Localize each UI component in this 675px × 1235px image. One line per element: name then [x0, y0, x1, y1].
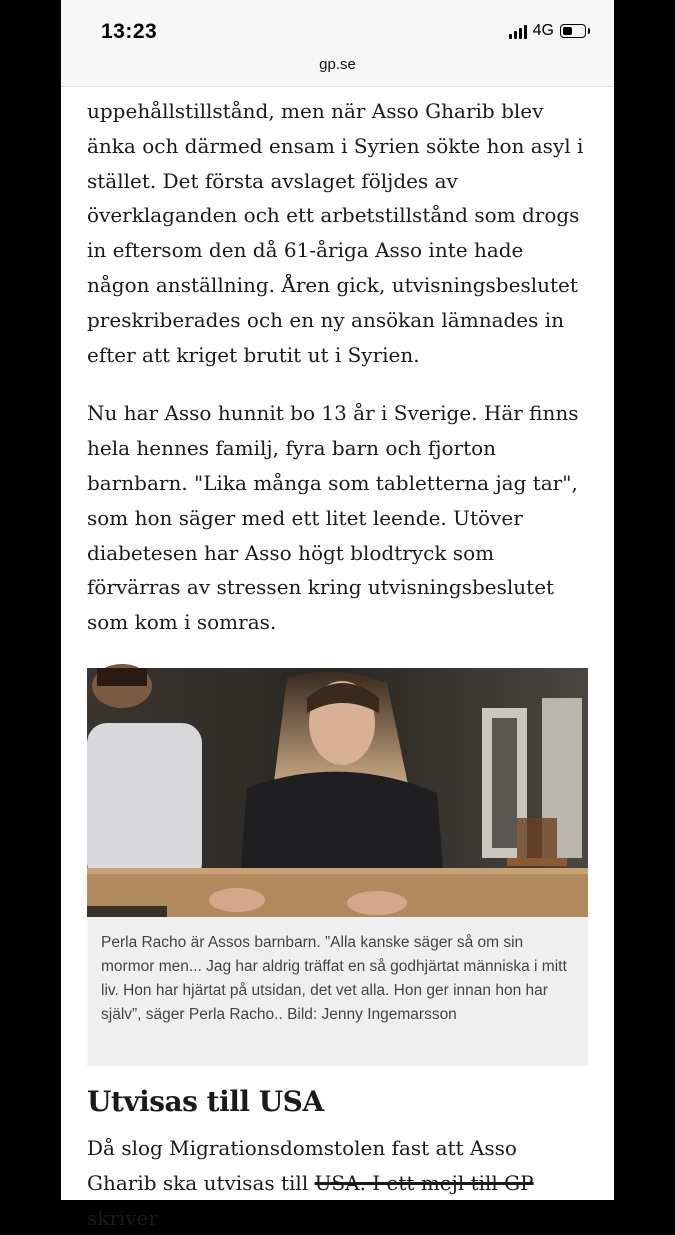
- phone-screen: [61, 0, 614, 1230]
- paragraph-text: skriver: [87, 1205, 159, 1230]
- article-paragraph: uppehållstillstånd, men när Asso Gharib blev änka och därmed ensam i Syrien sökte hon asyl i stället. Det första avslaget följdes av överklaganden och ett arbetstillstånd som drogs in eftersom den då 61-åriga Asso inte hade någon anställning. Åren gick, utvisningsbeslutet preskriberades och en ny ansökan lämnades in efter att kriget brutit ut i Syrien.: [87, 99, 584, 367]
- battery-level-fill: [563, 27, 572, 35]
- address-bar-url[interactable]: gp.se: [319, 56, 356, 73]
- cellular-signal-icon: [509, 23, 527, 39]
- redacted-text: USA. I ett mejl till GP: [314, 1170, 534, 1195]
- status-time: 13:23: [101, 20, 158, 43]
- article-paragraph: [87, 1131, 592, 1235]
- browser-status-bar: [61, 0, 614, 87]
- article-subheading: Utvisas till USA: [87, 1085, 324, 1118]
- status-indicators: [509, 22, 586, 40]
- article-photo[interactable]: [87, 668, 588, 917]
- network-type: 4G: [532, 22, 554, 39]
- article-figure: [87, 668, 588, 1066]
- article-body: [87, 94, 592, 640]
- photo-caption: Perla Racho är Assos barnbarn. ”Alla kanske säger så om sin mormor men... Jag har aldrig träffat en så godhjärtat människa i mitt liv. Hon har hjärtat på utsidan, det vet alla. Hon ger innan hon har själv”, säger Perla Racho.. Bild: Jenny Ingemarsson: [101, 934, 567, 1023]
- article-paragraph: Nu har Asso hunnit bo 13 år i Sverige. Här finns hela hennes familj, fyra barn och fjorton barnbarn. "Lika många som tabletterna jag tar", som hon säger med ett litet leende. Utöver diabetesen har Asso högt blodtryck som förvärras av stressen kring utvisningsbeslutet som kom i somras.: [87, 401, 579, 635]
- paragraph-text: Då slog Migrationsdomstolen fast att Asso Gharib ska utvisas till: [87, 1136, 517, 1195]
- battery-icon: [560, 24, 586, 38]
